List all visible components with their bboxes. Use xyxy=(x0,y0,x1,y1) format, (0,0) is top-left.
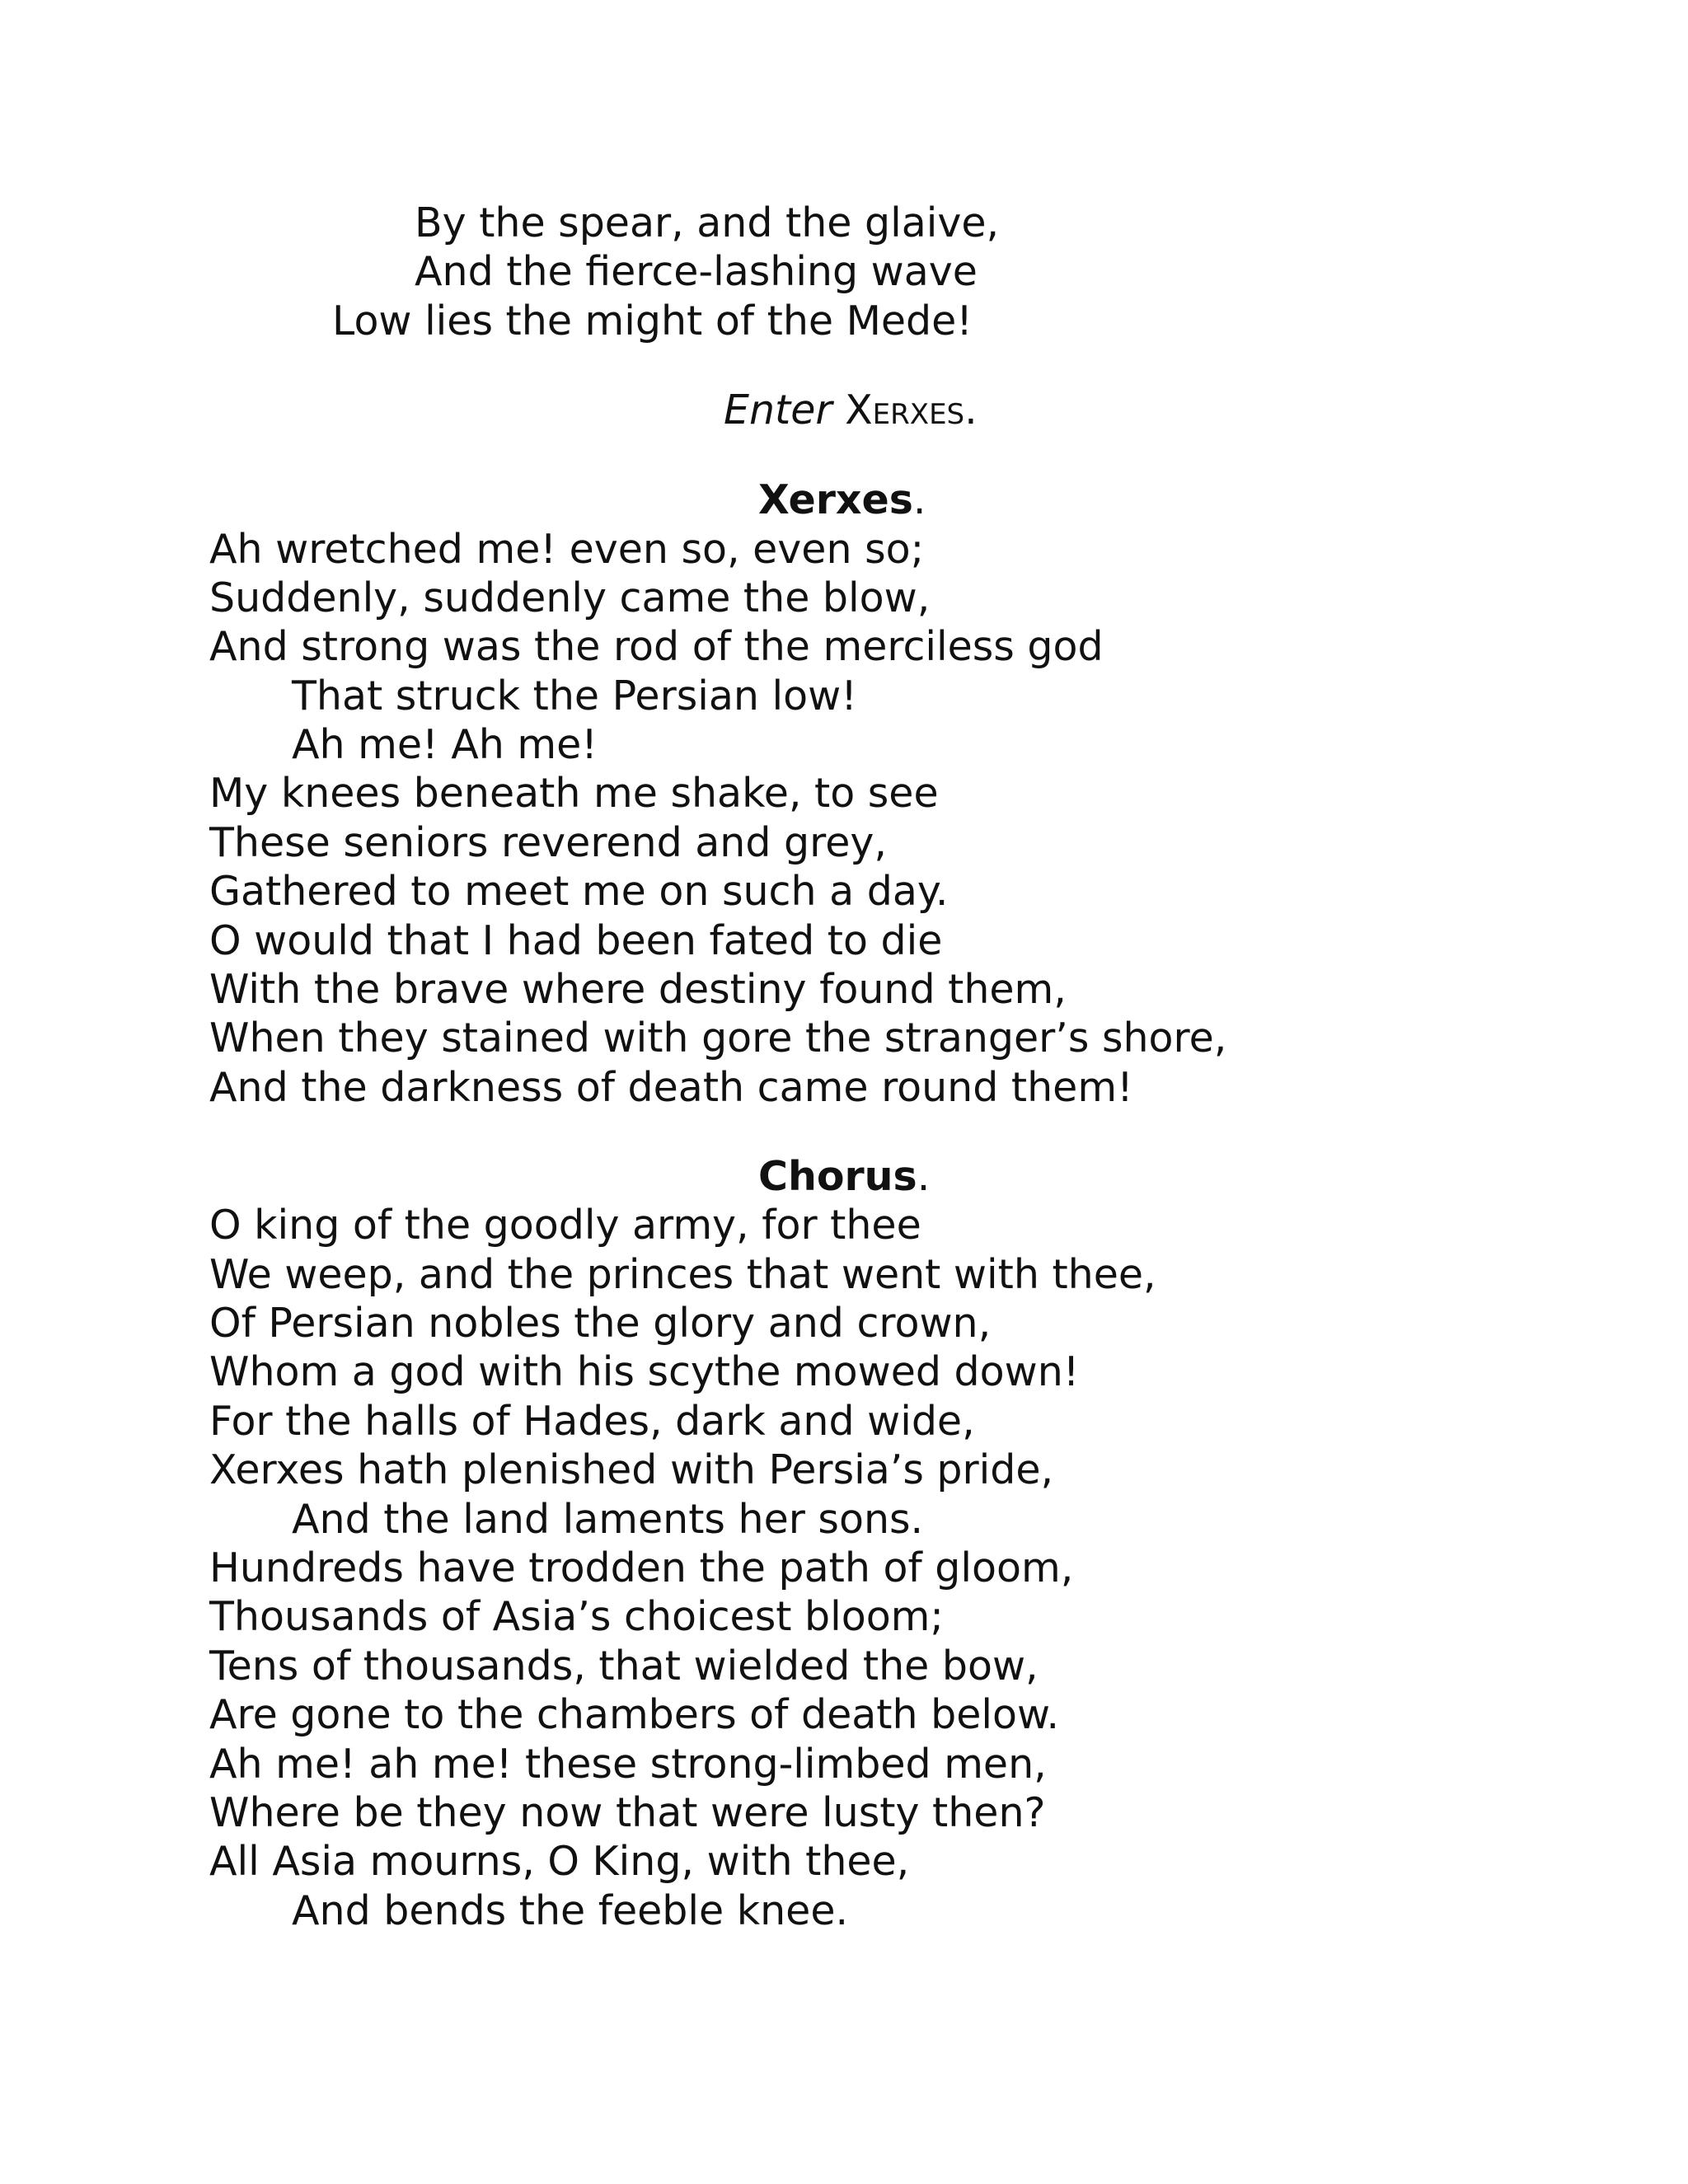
verse-line: And the darkness of death came round them! xyxy=(209,1064,1133,1111)
verse-line: O king of the goodly army, for thee xyxy=(209,1202,921,1249)
verse-line: And the fierce-lashing wave xyxy=(415,248,978,295)
verse-line: When they stained with gore the stranger’s shore, xyxy=(209,1015,1227,1062)
speaker-name: Chorus xyxy=(758,1153,917,1200)
stage-direction-verb: Enter xyxy=(724,387,832,434)
verse-line: That struck the Persian low! xyxy=(292,673,857,719)
verse-line: Hundreds have trodden the path of gloom, xyxy=(209,1544,1074,1591)
speaker-period: . xyxy=(912,476,926,523)
speaker-name: Xerxes xyxy=(758,476,913,523)
verse-line: Ah me! ah me! these strong-limbed men, xyxy=(209,1741,1047,1788)
speaker-heading-chorus xyxy=(758,1152,930,1202)
verse-line: By the spear, and the glaive, xyxy=(415,199,1000,246)
verse-line: Where be they now that were lusty then? xyxy=(209,1789,1046,1836)
verse-line: O would that I had been fated to die xyxy=(209,917,943,964)
verse-line: These seniors reverend and grey, xyxy=(209,819,887,866)
verse-line: Ah me! Ah me! xyxy=(292,721,598,768)
verse-line: Xerxes hath plenished with Persia’s pride, xyxy=(209,1446,1054,1493)
verse-line: Ah wretched me! even so, even so; xyxy=(209,526,925,573)
stage-direction-character: Xerxes xyxy=(845,387,965,434)
verse-line: Of Persian nobles the glory and crown, xyxy=(209,1300,992,1347)
verse-line: My knees beneath me shake, to see xyxy=(209,770,939,817)
verse-line: Thousands of Asia’s choicest bloom; xyxy=(209,1593,944,1640)
verse-line: Suddenly, suddenly came the blow, xyxy=(209,574,931,621)
verse-line: And bends the feeble knee. xyxy=(292,1887,849,1934)
verse-line: Tens of thousands, that wielded the bow, xyxy=(209,1643,1039,1690)
verse-line: And the land laments her sons. xyxy=(292,1496,924,1543)
stage-direction xyxy=(724,386,978,435)
verse-line: We weep, and the princes that went with thee, xyxy=(209,1251,1156,1298)
stage-direction-period: . xyxy=(964,387,978,434)
speaker-heading-xerxes xyxy=(758,476,926,525)
speaker-period: . xyxy=(917,1153,931,1200)
verse-line: And strong was the rod of the merciless god xyxy=(209,623,1104,670)
verse-line: Are gone to the chambers of death below. xyxy=(209,1691,1060,1738)
verse-line: With the brave where destiny found them, xyxy=(209,966,1067,1013)
verse-line: Low lies the might of the Mede! xyxy=(332,298,973,344)
verse-line: Gathered to meet me on such a day. xyxy=(209,868,949,915)
verse-line: Whom a god with his scythe mowed down! xyxy=(209,1348,1080,1395)
verse-line: For the halls of Hades, dark and wide, xyxy=(209,1398,975,1445)
verse-line: All Asia mourns, O King, with thee, xyxy=(209,1838,910,1885)
